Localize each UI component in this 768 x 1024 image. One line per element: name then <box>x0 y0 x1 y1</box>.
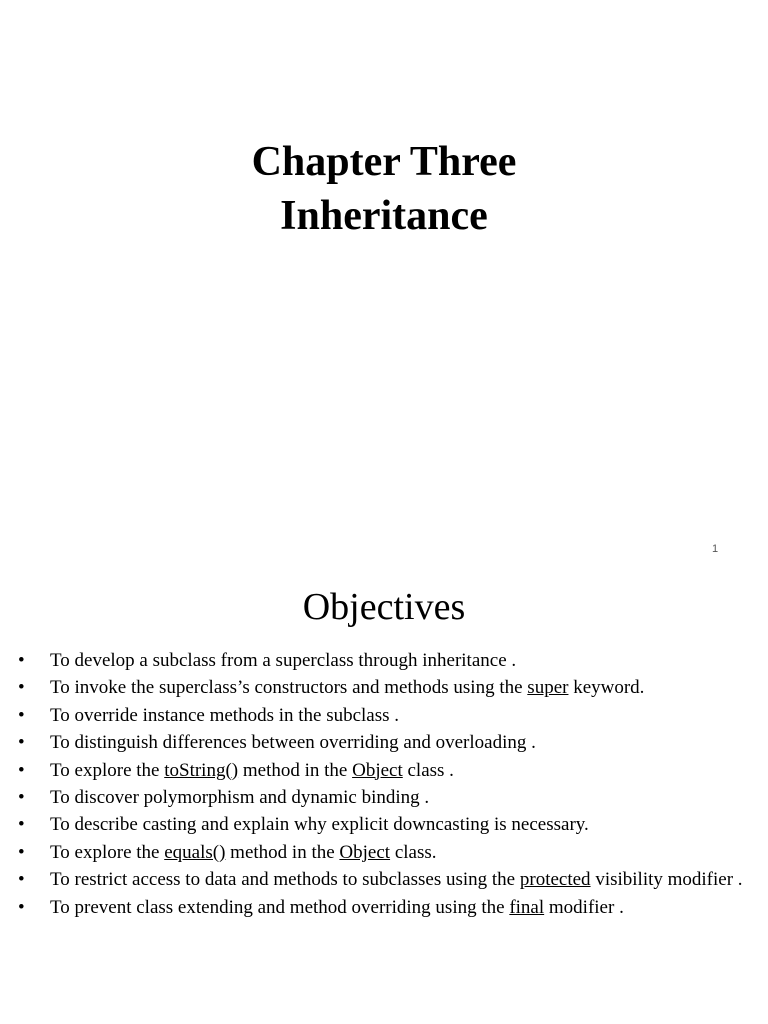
bullet-icon: • <box>18 786 25 808</box>
item-text: To explore the <box>50 841 165 863</box>
list-item <box>18 705 758 726</box>
list-item <box>18 787 758 808</box>
item-text: method in the <box>238 759 353 781</box>
item-text: method in the <box>225 841 340 863</box>
keyword-object: Object <box>339 841 391 863</box>
item-text: visibility modifier . <box>590 869 743 891</box>
item-text: modifier . <box>544 896 624 918</box>
item-text: To restrict access to data and methods to subclasses using the <box>50 869 520 891</box>
list-item <box>18 897 758 918</box>
bullet-icon: • <box>18 841 25 863</box>
bullet-icon: • <box>18 759 25 781</box>
list-item <box>18 760 758 781</box>
objectives-slide <box>0 570 768 1024</box>
list-item <box>18 842 758 863</box>
item-text: To prevent class extending and method overriding using the <box>50 896 510 918</box>
objectives-heading: Objectives <box>302 586 466 628</box>
bullet-icon: • <box>18 814 25 836</box>
bullet-icon: • <box>18 650 25 671</box>
bullet-icon: • <box>18 869 25 891</box>
list-item <box>18 650 758 671</box>
page-number: 1 <box>712 543 719 555</box>
item-text: To distinguish differences between overriding and overloading . <box>50 732 536 754</box>
chapter-title: Chapter Three <box>251 139 517 185</box>
keyword-final: final <box>509 896 545 918</box>
item-text: To develop a subclass from a superclass through inheritance . <box>50 650 517 671</box>
chapter-subtitle: Inheritance <box>280 193 488 239</box>
list-item <box>18 677 758 698</box>
list-item <box>18 732 758 753</box>
item-text: keyword. <box>568 677 645 699</box>
objectives-list <box>18 650 758 924</box>
bullet-icon: • <box>18 704 25 726</box>
keyword-object: Object <box>352 759 403 781</box>
item-text: To explore the <box>50 759 165 781</box>
item-text: To override instance methods in the subclass . <box>50 704 400 726</box>
item-text: class. <box>390 841 437 863</box>
list-item <box>18 814 758 835</box>
bullet-icon: • <box>18 677 25 699</box>
item-text: To describe casting and explain why explicit downcasting is necessary. <box>50 814 589 836</box>
keyword-tostring: toString() <box>164 759 239 781</box>
bullet-icon: • <box>18 732 25 754</box>
bullet-icon: • <box>18 896 25 918</box>
list-item <box>18 869 758 890</box>
keyword-equals: equals() <box>164 841 226 863</box>
slide-title <box>0 135 768 243</box>
item-text: To invoke the superclass’s constructors and methods using the <box>50 677 528 699</box>
item-text: To discover polymorphism and dynamic binding . <box>50 786 430 808</box>
keyword-super: super <box>527 677 569 699</box>
item-text: class . <box>402 759 454 781</box>
keyword-protected: protected <box>519 869 591 891</box>
